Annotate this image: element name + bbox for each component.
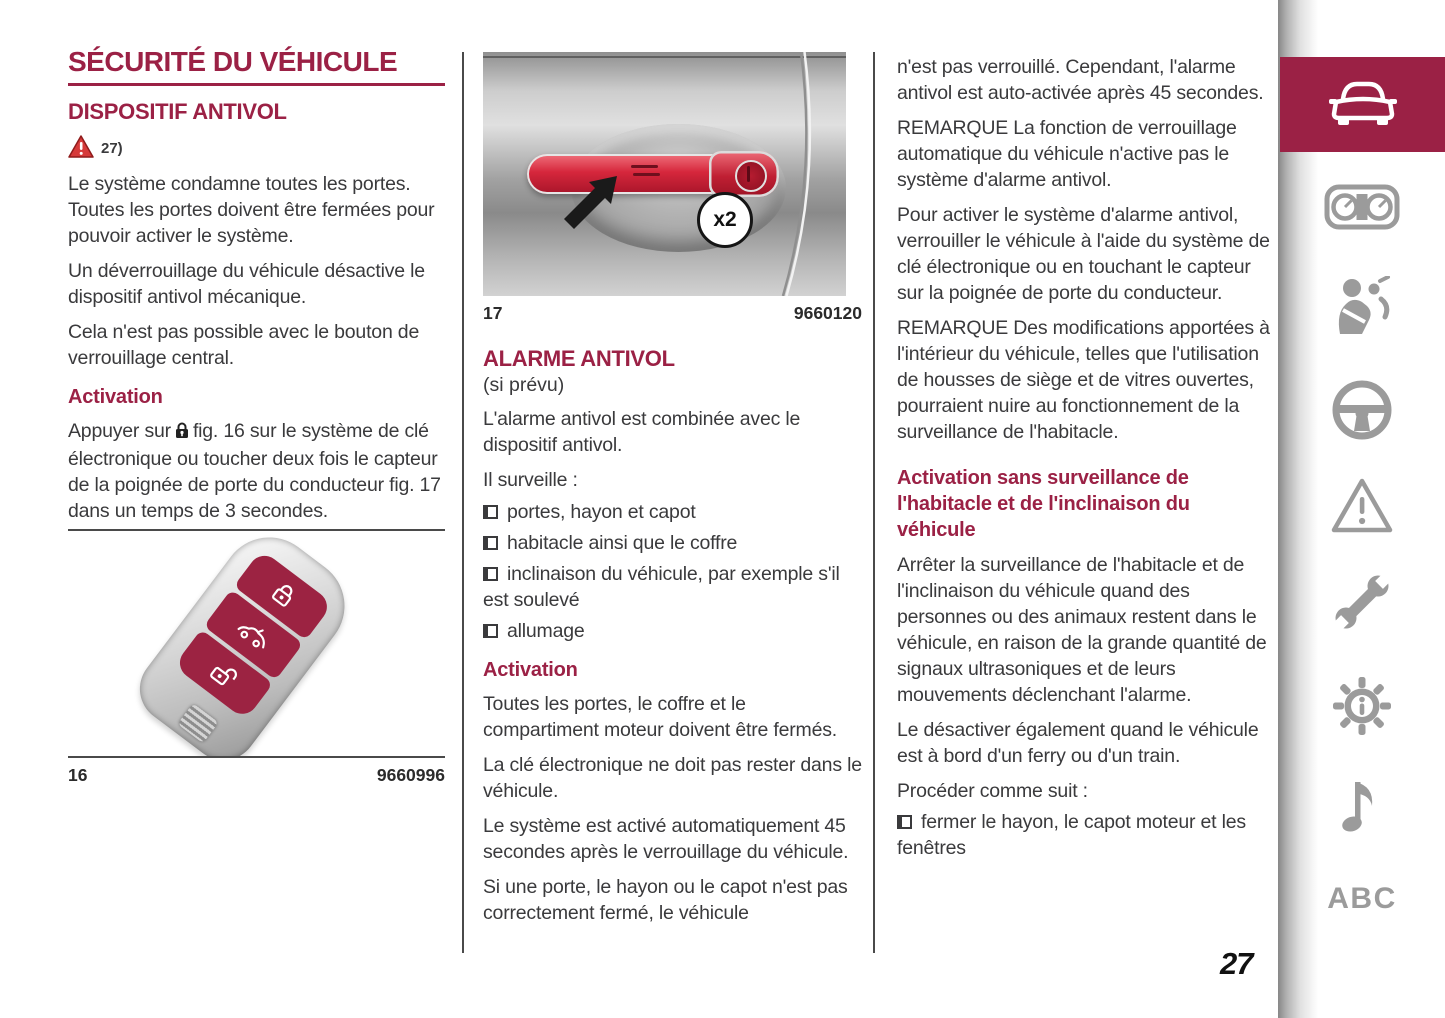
alarm-intro: [483, 406, 862, 493]
square-bullet-icon: [897, 815, 912, 829]
list-item: inclinaison du véhicule, par exemple s'il est soulevé: [483, 563, 840, 611]
instrument-cluster-icon: [1323, 181, 1401, 233]
sidebar-tab-driving[interactable]: [1322, 379, 1402, 446]
airbag-icon: [1331, 276, 1393, 336]
paragraph: Si une porte, le hayon ou le capot n'est pas correctement fermé, le véhicule: [483, 876, 848, 924]
paragraph: Toutes les portes, le coffre et le compartiment moteur doivent être fermés.: [483, 693, 837, 741]
paragraph: La clé électronique ne doit pas rester dans le véhicule.: [483, 754, 862, 802]
square-bullet-icon: [483, 536, 498, 550]
sidebar-tab-multimedia[interactable]: [1322, 776, 1402, 839]
page-edge-shadow: [1278, 0, 1318, 1018]
sidebar-tab-safety[interactable]: [1322, 276, 1402, 341]
paragraph: REMARQUE La fonction de verrouillage automatique du véhicule n'active pas le système d'alarme antivol.: [897, 117, 1237, 191]
list-item: portes, hayon et capot: [483, 499, 862, 525]
service-info-icon: [1332, 676, 1392, 736]
key-fob: [126, 533, 363, 756]
if-equipped-note: (si prévu): [483, 374, 565, 396]
list-item: allumage: [483, 618, 862, 644]
key-fob-illustration: [68, 533, 445, 756]
activation-heading: Activation: [483, 659, 578, 681]
activation-paragraph: Appuyer sur fig. 16 sur le système de clé électronique ou toucher deux fois le capteur de la poignée de porte du conducteur fig. 17 dans un temps de 3 secondes.: [68, 420, 441, 523]
subsection-heading: Activation sans surveillance de l'habitacle et de l'inclinaison du véhicule: [897, 467, 1190, 541]
paragraph: REMARQUE Des modifications apportées à l'intérieur du véhicule, telles que l'utilisation de housses de siège et de vitres ouvertes, pourraient nuire au fonctionnement de la surveillance de l'habitacle.: [897, 317, 1270, 443]
square-bullet-icon: [483, 624, 498, 638]
paragraph: Cela n'est pas possible avec le bouton de verrouillage central.: [68, 321, 420, 370]
paragraph: L'alarme antivol est combinée avec le dispositif antivol.: [483, 408, 801, 456]
abc-index-label: ABC: [1327, 882, 1397, 915]
fob-thumb-wheel: [177, 703, 218, 743]
paragraph: Il surveille :: [483, 469, 578, 491]
sidebar-tab-index[interactable]: [1322, 882, 1402, 916]
sidebar-tab-maintenance[interactable]: [1322, 572, 1402, 637]
left-column: [68, 45, 445, 975]
figure-top-rule: [68, 529, 445, 531]
intro-paragraphs: [68, 171, 445, 371]
sidebar-tab-vehicle-active[interactable]: [1280, 57, 1445, 152]
list-item: habitacle ainsi que le coffre: [483, 530, 862, 556]
lock-icon: [175, 422, 189, 444]
figure-code: 9660996: [376, 765, 445, 785]
monitor-list: [483, 499, 862, 644]
square-bullet-icon: [483, 567, 498, 581]
sidebar-tab-technical-info[interactable]: [1322, 676, 1402, 741]
figure-17-door-handle-photo: [483, 52, 846, 296]
wrench-icon: [1332, 572, 1392, 632]
activation-paragraphs: [483, 691, 862, 926]
procedure-list: [897, 809, 1273, 861]
list-item: fermer le hayon, le capot moteur et les fenêtres: [897, 811, 1246, 859]
figure-code: 9660120: [793, 303, 862, 323]
subsection-paragraphs: [897, 552, 1273, 804]
section-heading-dispositif-antivol: DISPOSITIF ANTIVOL: [68, 99, 287, 125]
page-title: SÉCURITÉ DU VÉHICULE: [68, 46, 398, 77]
warning-reference: [68, 135, 445, 162]
sidebar-tab-emergency[interactable]: [1322, 477, 1402, 539]
paragraph: n'est pas verrouillé. Cependant, l'alarme antivol est auto-activée après 45 secondes.: [897, 56, 1264, 104]
warning-note-number: 27): [101, 140, 123, 158]
music-note-icon: [1338, 776, 1386, 834]
section-heading-alarme-antivol: ALARME ANTIVOL: [483, 346, 675, 371]
paragraph: Pour activer le système d'alarme antivol, verrouiller le véhicule à l'aide du système de clé électronique ou en touchant le capteur sur la poignée de porte du conducteur.: [897, 204, 1270, 304]
continuation-paragraphs: [897, 54, 1273, 445]
paragraph: Le système condamne toutes les portes. Toutes les portes doivent être fermées pour pouvoir activer le système.: [68, 173, 435, 248]
sidebar-tab-instruments[interactable]: [1322, 181, 1402, 238]
figure-number: 17: [483, 303, 503, 323]
page-number: 27: [1220, 946, 1253, 981]
steering-wheel-icon: [1331, 379, 1393, 441]
door-seam-line: [483, 52, 846, 296]
warning-triangle-red-icon: [68, 135, 94, 162]
column-divider: [462, 52, 464, 953]
x2-badge: x2: [697, 192, 753, 248]
title-underline: [68, 83, 445, 86]
paragraph: Arrêter la surveillance de l'habitacle et de l'inclinaison du véhicule quand des personnes ou des animaux restent dans le véhicule, en raison de la grande quantité de signaux ultrasoniques et de leurs mouvements déclenchant l'alarme.: [897, 554, 1267, 706]
column-divider: [873, 52, 875, 953]
paragraph: Un déverrouillage du véhicule désactive le dispositif antivol mécanique.: [68, 260, 425, 309]
paragraph: Le désactiver également quand le véhicule est à bord d'un ferry ou d'un train.: [897, 719, 1259, 767]
figure-number: 16: [68, 765, 88, 785]
activation-heading: Activation: [68, 386, 163, 409]
middle-column: [483, 45, 862, 975]
car-icon: [1326, 78, 1400, 132]
figure-16-key-fob: [68, 529, 445, 786]
warning-triangle-icon: [1330, 477, 1394, 534]
right-column: [897, 45, 1273, 975]
figure-bottom-rule: [68, 756, 445, 758]
square-bullet-icon: [483, 505, 498, 519]
paragraph: Procéder comme suit :: [897, 780, 1088, 802]
paragraph: Le système est activé automatiquement 45 secondes après le verrouillage du véhicule.: [483, 815, 849, 863]
